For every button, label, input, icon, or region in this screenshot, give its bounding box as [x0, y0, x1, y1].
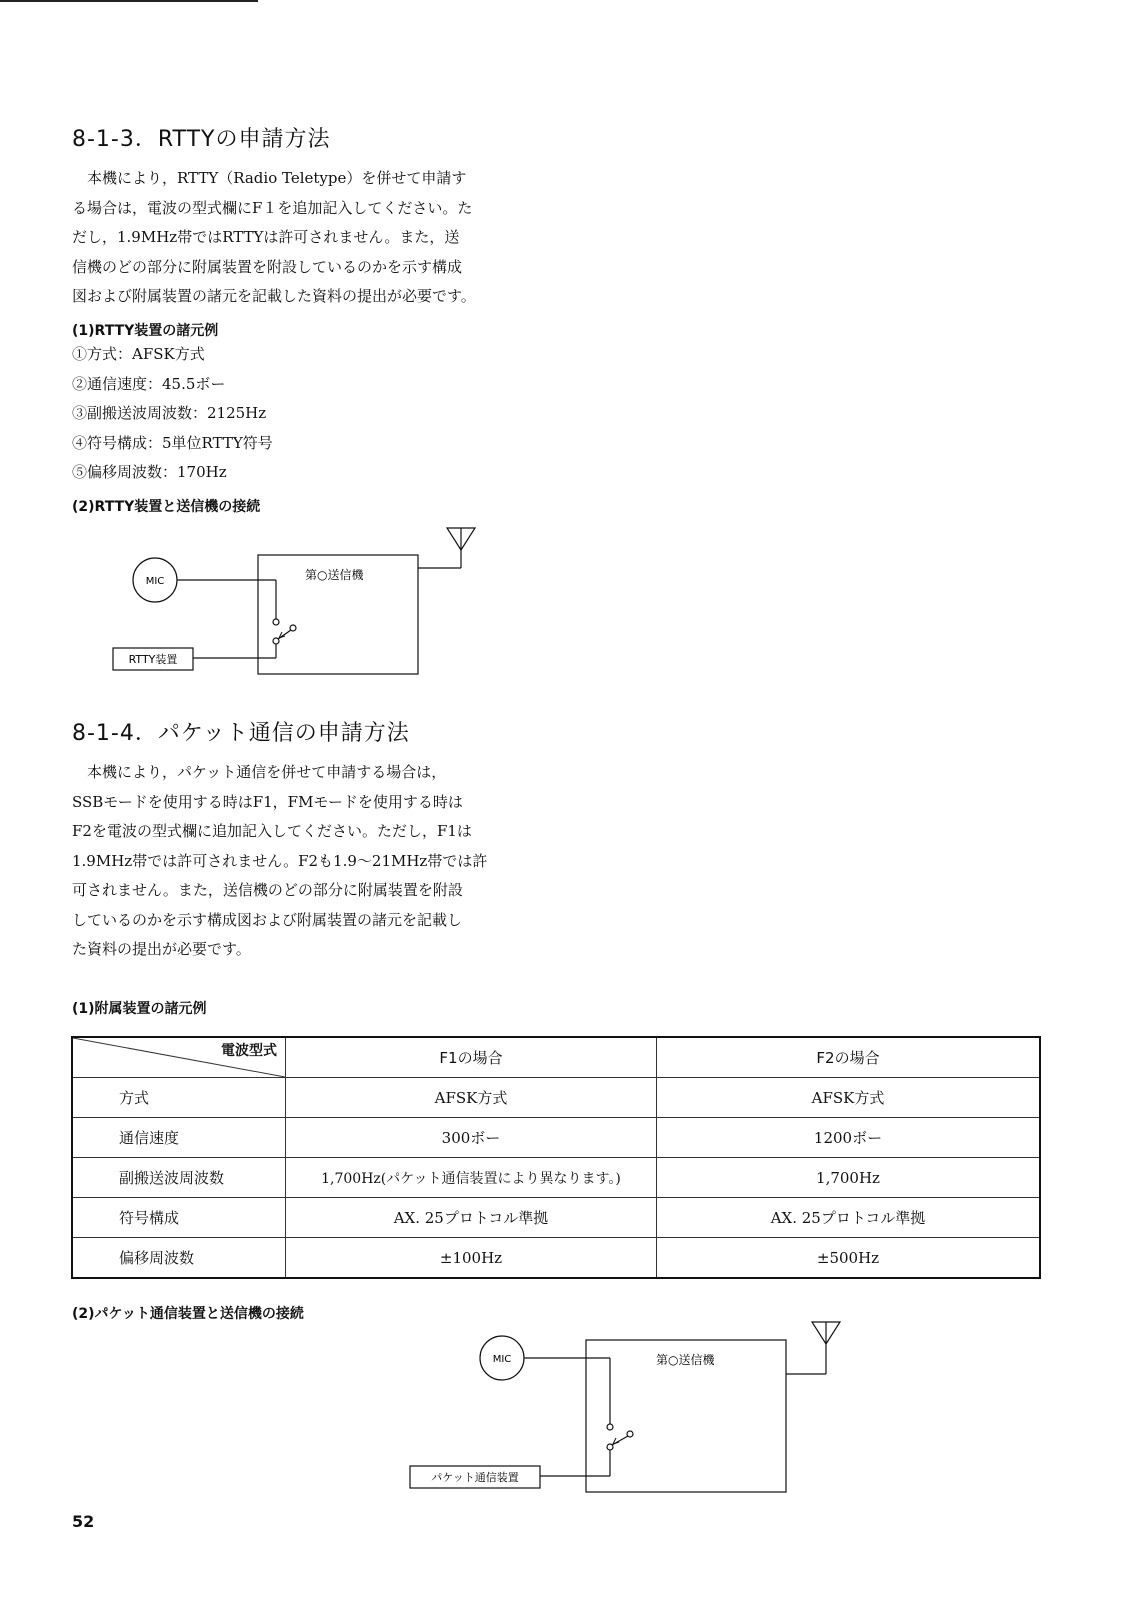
- section-heading-rtty: 8-1-3．RTTYの申請方法: [72, 127, 331, 152]
- rtty-spec-list: [72, 340, 273, 488]
- paragraph-line: た資料の提出が必要です。: [72, 940, 251, 958]
- spec-item: ①方式：AFSK方式: [72, 345, 205, 363]
- page-number: 52: [72, 1512, 95, 1531]
- row-label: 符号構成: [72, 1198, 286, 1238]
- rtty-connection-diagram: [0, 520, 560, 690]
- cell-f2: 1,700Hz: [657, 1158, 1041, 1198]
- packet-connection-heading: (2)パケット通信装置と送信機の接続: [72, 1306, 304, 1322]
- table-header-f2: F2の場合: [657, 1037, 1041, 1078]
- cell-f2: 1200ボー: [657, 1118, 1041, 1158]
- paragraph-line: 1.9MHz帯では許可されません。F2も1.9～21MHz帯では許: [72, 851, 488, 870]
- antenna-icon: [786, 1322, 840, 1374]
- mic-label: MIC: [492, 1354, 512, 1365]
- mic-label: MIC: [145, 576, 165, 587]
- spec-item: ⑤偏移周波数：170Hz: [72, 463, 227, 481]
- row-label: 偏移周波数: [72, 1238, 286, 1279]
- paragraph-line: 信機のどの部分に附属装置を附設しているのかを示す構成: [72, 257, 463, 276]
- table-row: [72, 1158, 1040, 1198]
- table-row: [72, 1238, 1040, 1279]
- antenna-icon: [418, 528, 475, 568]
- cell-f1: ±100Hz: [286, 1238, 657, 1279]
- paragraph-line: だし，1.9MHz帯ではRTTYは許可されません。また，送: [72, 228, 460, 246]
- spec-item: ④符号構成：5単位RTTY符号: [72, 433, 273, 452]
- paragraph-line: しているのかを示す構成図および附属装置の諸元を記載し: [72, 910, 463, 929]
- transmitter-label: 第○送信機: [656, 1353, 715, 1367]
- packet-paragraph: [72, 758, 532, 965]
- table-header-row: [72, 1037, 1040, 1078]
- cell-f2: ±500Hz: [657, 1238, 1041, 1279]
- row-label: 方式: [72, 1078, 286, 1118]
- packet-device-label: パケット通信装置: [431, 1471, 519, 1484]
- spec-item: ③副搬送波周波数：2125Hz: [72, 404, 267, 422]
- cell-f1: AFSK方式: [286, 1078, 657, 1118]
- table-row: [72, 1078, 1040, 1118]
- cell-f1: 300ボー: [286, 1118, 657, 1158]
- paragraph-line: F2を電波の型式欄に追加記入してください。ただし，F1は: [72, 822, 472, 840]
- paragraph-line: 図および附属装置の諸元を記載した資料の提出が必要です。: [72, 287, 476, 305]
- paragraph-line: SSBモードを使用する時はF1，FMモードを使用する時は: [72, 792, 463, 811]
- paragraph-line: る場合は，電波の型式欄にF１を追加記入してください。た: [72, 198, 473, 217]
- rtty-connection-heading: (2)RTTY装置と送信機の接続: [72, 499, 261, 515]
- row-label: 副搬送波周波数: [72, 1158, 286, 1198]
- row-label: 通信速度: [72, 1118, 286, 1158]
- packet-connection-diagram: [400, 1318, 880, 1498]
- table-header-f1: F1の場合: [286, 1037, 657, 1078]
- cell-f2: AX. 25プロトコル準拠: [657, 1198, 1041, 1238]
- cell-f1: 1,700Hz(パケット通信装置により異なります。): [286, 1158, 657, 1198]
- section-heading-packet: 8-1-4．パケット通信の申請方法: [72, 721, 410, 746]
- top-rule: [0, 0, 258, 2]
- switch-icon: [607, 1424, 633, 1450]
- rtty-device-label: RTTY装置: [128, 653, 178, 666]
- rtty-spec-heading: (1)RTTY装置の諸元例: [72, 323, 219, 339]
- paragraph-line: 本機により，パケット通信を併せて申請する場合は，: [72, 763, 447, 781]
- corner-label: 電波型式: [221, 1043, 277, 1059]
- table-row: [72, 1198, 1040, 1238]
- table-corner-cell: [72, 1037, 286, 1078]
- paragraph-line: 可されません。また，送信機のどの部分に附属装置を附設: [72, 881, 463, 899]
- spec-item: ②通信速度：45.5ボー: [72, 374, 226, 393]
- paragraph-line: 本機により，RTTY（Radio Teletype）を併せて申請す: [72, 169, 467, 187]
- table-row: [72, 1118, 1040, 1158]
- switch-icon: [273, 619, 296, 644]
- cell-f1: AX. 25プロトコル準拠: [286, 1198, 657, 1238]
- transmitter-label: 第○送信機: [305, 568, 364, 582]
- packet-spec-heading: (1)附属装置の諸元例: [72, 1001, 207, 1017]
- packet-spec-table: [71, 1036, 1041, 1279]
- cell-f2: AFSK方式: [657, 1078, 1041, 1118]
- rtty-paragraph: [72, 164, 532, 312]
